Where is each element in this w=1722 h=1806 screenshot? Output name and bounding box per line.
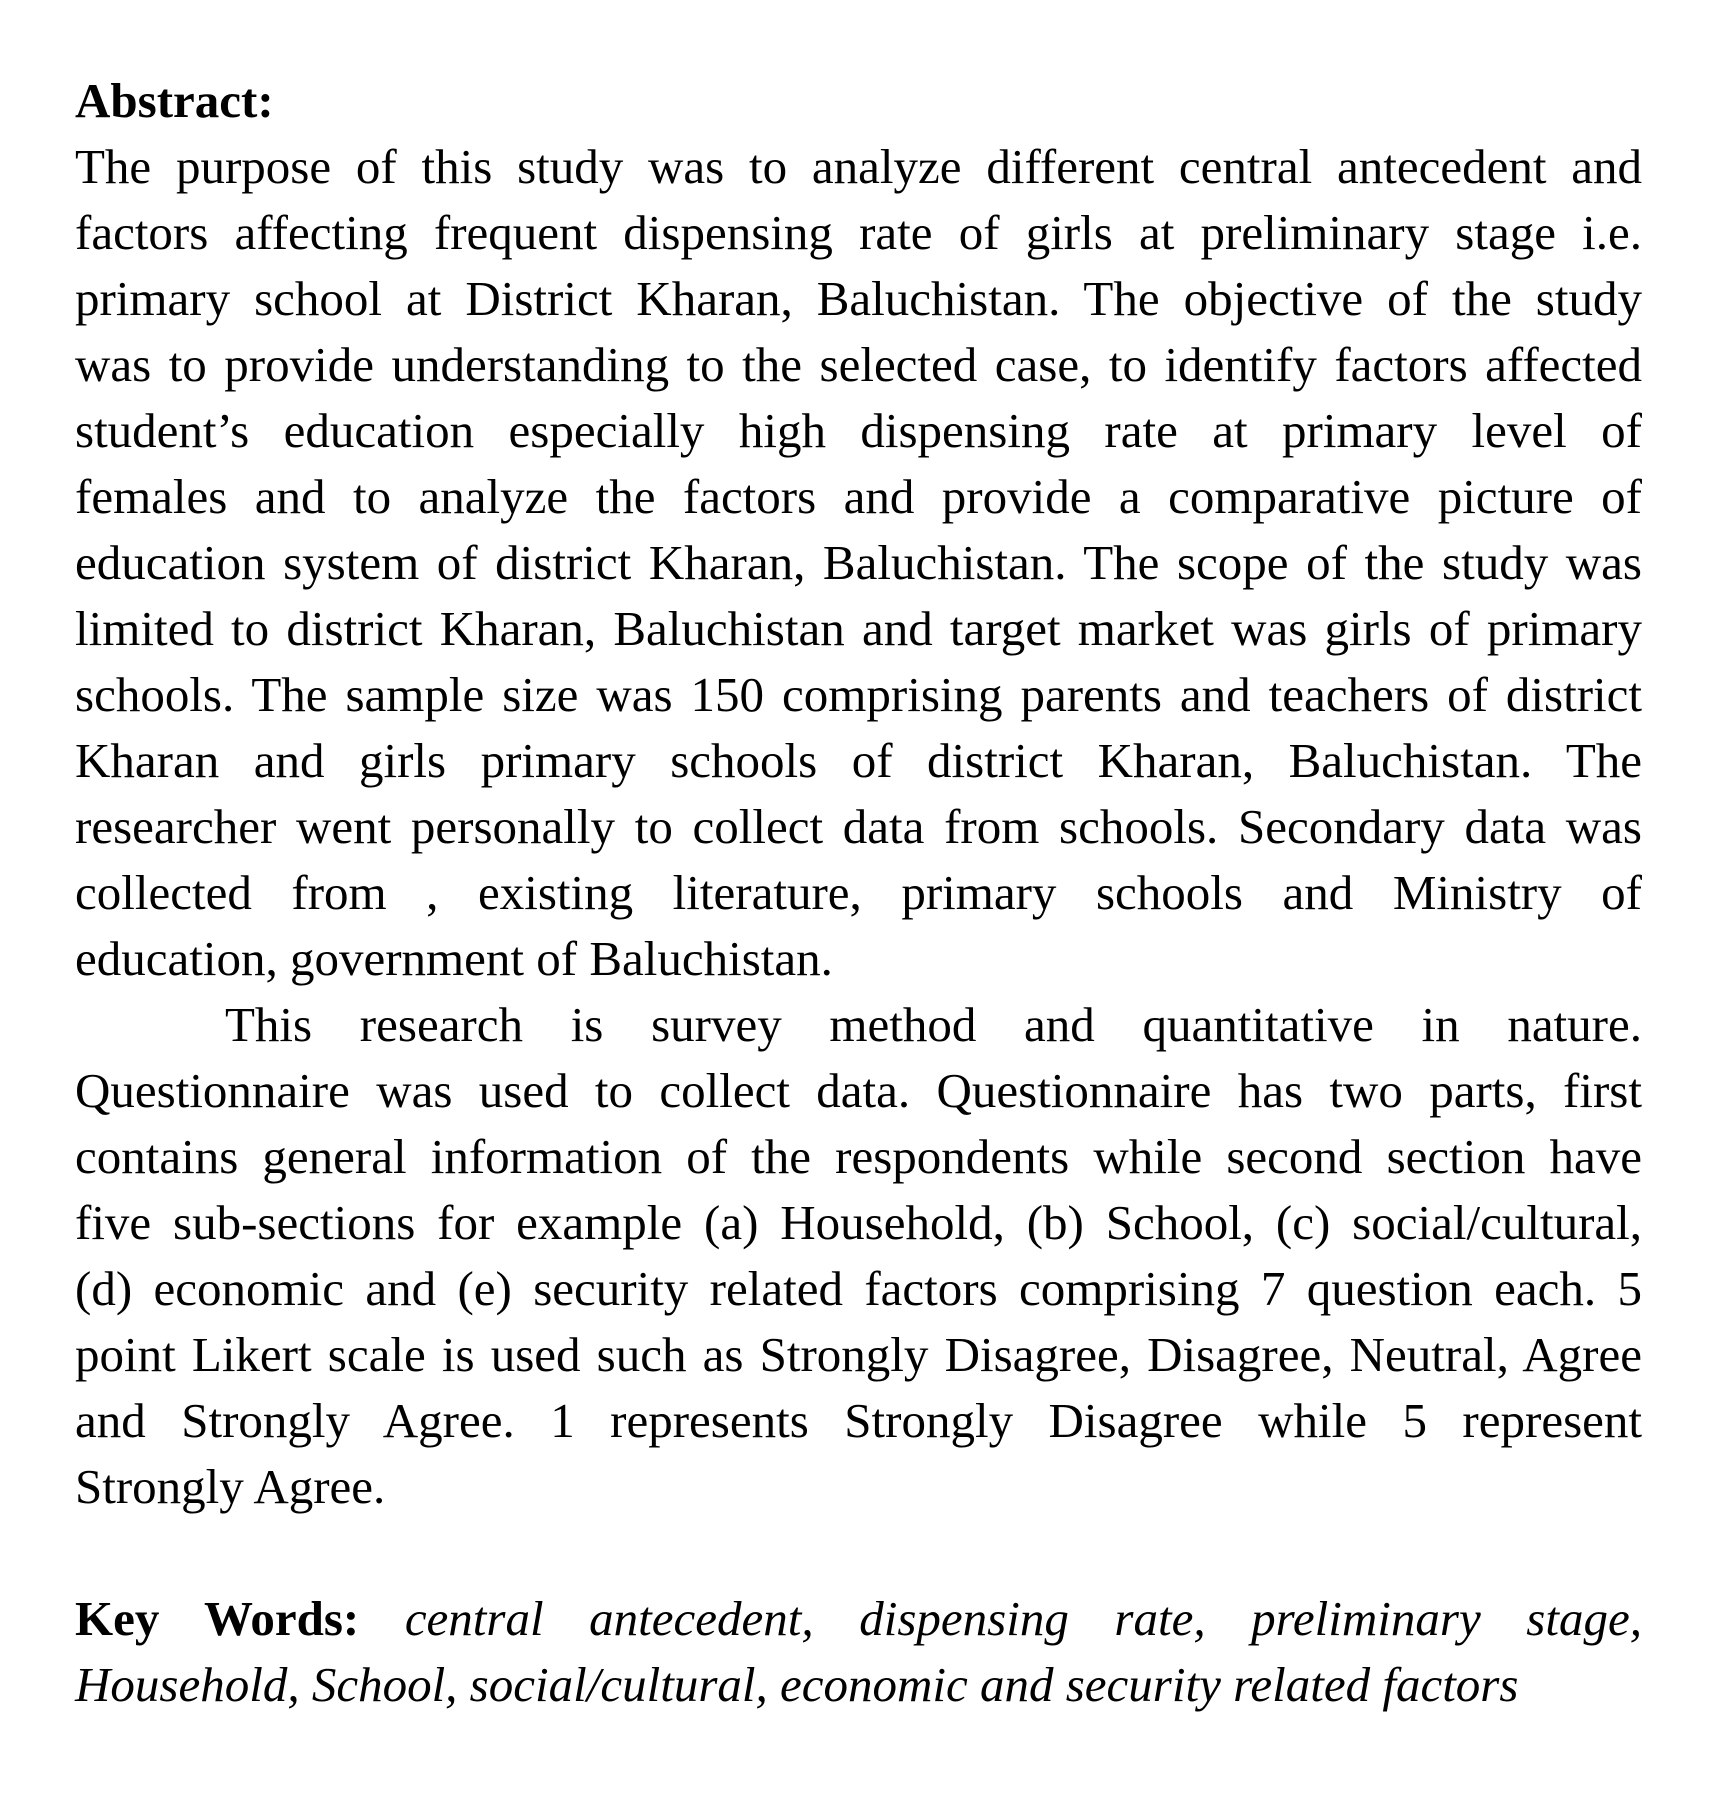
text-line: primary school at District Kharan, Baluchistan. The objective of the study xyxy=(75,271,1642,326)
text-line: collected from , existing literature, primary schools and Ministry of xyxy=(75,865,1642,920)
text-line: (d) economic and (e) security related factors comprising 7 question each. 5 xyxy=(75,1261,1642,1316)
text-line: contains general information of the respondents while second section have xyxy=(75,1129,1642,1184)
text-line: Kharan and girls primary schools of district Kharan, Baluchistan. The xyxy=(75,733,1642,788)
text-line: education system of district Kharan, Baluchistan. The scope of the study was xyxy=(75,535,1642,590)
keywords-paragraph xyxy=(75,1586,1642,1718)
keywords-text-line-2: Household, School, social/cultural, economic and security related factors xyxy=(75,1657,1519,1712)
abstract-paragraph-1 xyxy=(75,134,1642,992)
text-line: education, government of Baluchistan. xyxy=(75,931,833,986)
keywords-line-1 xyxy=(75,1586,1642,1652)
keywords-text-line-1: central antecedent, dispensing rate, preliminary stage, xyxy=(404,1591,1642,1646)
text-line: was to provide understanding to the selected case, to identify factors affected xyxy=(75,337,1642,392)
text-line: point Likert scale is used such as Strongly Disagree, Disagree, Neutral, Agree xyxy=(75,1327,1642,1382)
text-line: females and to analyze the factors and provide a comparative picture of xyxy=(75,469,1642,524)
abstract-heading: Abstract: xyxy=(75,73,274,128)
keywords-label: Key Words: xyxy=(75,1591,405,1646)
abstract-paragraph-2 xyxy=(75,992,1642,1520)
text-line: schools. The sample size was 150 comprising parents and teachers of district xyxy=(75,667,1642,722)
text-line: and Strongly Agree. 1 represents Strongly Disagree while 5 represent xyxy=(75,1393,1642,1448)
text-line: Questionnaire was used to collect data. Questionnaire has two parts, first xyxy=(75,1063,1642,1118)
text-line: factors affecting frequent dispensing rate of girls at preliminary stage i.e. xyxy=(75,205,1642,260)
text-line: student’s education especially high dispensing rate at primary level of xyxy=(75,403,1642,458)
text-line: The purpose of this study was to analyze different central antecedent and xyxy=(75,139,1642,194)
text-line: researcher went personally to collect data from schools. Secondary data was xyxy=(75,799,1642,854)
text-line: five sub-sections for example (a) Household, (b) School, (c) social/cultural, xyxy=(75,1195,1642,1250)
text-line: Strongly Agree. xyxy=(75,1459,386,1514)
text-line: This research is survey method and quantitative in nature. xyxy=(225,997,1642,1052)
text-line: limited to district Kharan, Baluchistan and target market was girls of primary xyxy=(75,601,1642,656)
